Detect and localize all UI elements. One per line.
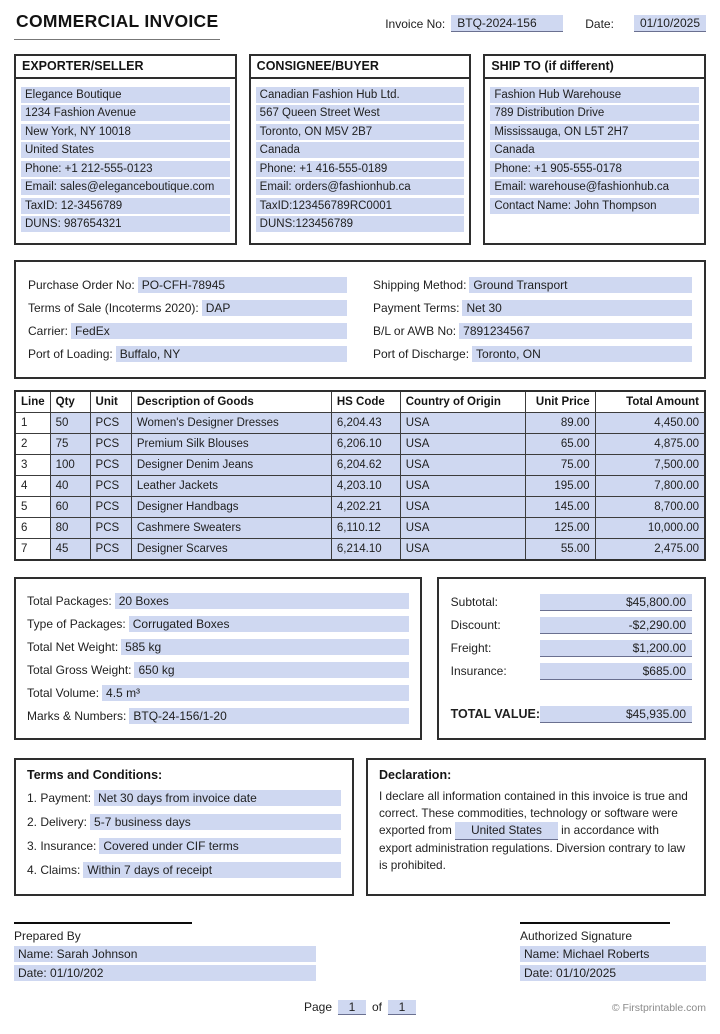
cell-hs-code-field[interactable]: 4,202.21 bbox=[331, 496, 400, 517]
shipping-detail-row bbox=[373, 323, 692, 339]
consignee-line-field[interactable]: Canada bbox=[256, 142, 465, 158]
grand-total-label: TOTAL VALUE: bbox=[450, 707, 540, 721]
page-number bbox=[304, 1000, 416, 1015]
cell-qty-field[interactable]: 40 bbox=[50, 475, 90, 496]
totals-value-field[interactable]: $685.00 bbox=[540, 663, 692, 680]
package-field[interactable]: 4.5 m³ bbox=[102, 685, 409, 701]
shipping-details-left bbox=[28, 270, 347, 369]
package-row bbox=[27, 685, 409, 701]
consignee-lines bbox=[251, 79, 470, 243]
cell-line: 4 bbox=[15, 475, 50, 496]
packages-box bbox=[14, 577, 422, 740]
page-title: COMMERCIAL INVOICE bbox=[14, 9, 220, 40]
totals-label: Insurance: bbox=[450, 664, 507, 678]
ship-to-line-field[interactable]: 789 Distribution Drive bbox=[490, 105, 699, 121]
shipping-detail-row bbox=[373, 300, 692, 316]
col-header-qty: Qty bbox=[50, 391, 90, 413]
totals-label: Subtotal: bbox=[450, 595, 499, 609]
ship-to-lines bbox=[485, 79, 704, 224]
ship-to-box bbox=[483, 54, 706, 245]
cell-hs-code-field[interactable]: 4,203.10 bbox=[331, 475, 400, 496]
table-row bbox=[15, 454, 705, 475]
package-label: Marks & Numbers: bbox=[27, 708, 127, 723]
consignee-line-field[interactable]: 567 Queen Street West bbox=[256, 105, 465, 121]
exporter-line-field[interactable]: Email: sales@eleganceboutique.com bbox=[21, 179, 230, 195]
authorized-name-field[interactable]: Name: Michael Roberts bbox=[520, 946, 706, 962]
cell-country-field[interactable]: USA bbox=[400, 496, 525, 517]
cell-unit-field[interactable]: PCS bbox=[90, 454, 131, 475]
consignee-line-field[interactable]: TaxID:123456789RC0001 bbox=[256, 198, 465, 214]
exporter-lines bbox=[16, 79, 235, 243]
header bbox=[14, 9, 706, 40]
totals-value-field[interactable]: -$2,290.00 bbox=[540, 617, 692, 634]
declaration-heading: Declaration: bbox=[379, 767, 452, 782]
totals-value-field[interactable]: $1,200.00 bbox=[540, 640, 692, 657]
totals-label: Freight: bbox=[450, 641, 492, 655]
col-header-unit-price: Unit Price bbox=[525, 391, 595, 413]
invoice-no-field[interactable]: BTQ-2024-156 bbox=[451, 15, 563, 32]
package-row bbox=[27, 662, 409, 678]
col-header-hs-code: HS Code bbox=[331, 391, 400, 413]
cell-unit-field[interactable]: PCS bbox=[90, 496, 131, 517]
terms-label: 1. Payment: bbox=[27, 790, 92, 805]
cell-hs-code-field[interactable]: 6,110.12 bbox=[331, 517, 400, 538]
cell-country-field[interactable]: USA bbox=[400, 412, 525, 433]
package-label: Total Packages: bbox=[27, 593, 112, 608]
shipping-details-right bbox=[373, 270, 692, 369]
exporter-line-field[interactable]: TaxID: 12-3456789 bbox=[21, 198, 230, 214]
exporter-line-field[interactable]: United States bbox=[21, 142, 230, 158]
cell-hs-code-field[interactable]: 6,204.43 bbox=[331, 412, 400, 433]
package-row bbox=[27, 616, 409, 632]
cell-total-field[interactable]: 8,700.00 bbox=[595, 496, 705, 517]
shipping-detail-label: Terms of Sale (Incoterms 2020): bbox=[28, 300, 199, 315]
exporter-line-field[interactable]: 1234 Fashion Avenue bbox=[21, 105, 230, 121]
shipping-detail-row bbox=[28, 300, 347, 316]
consignee-box bbox=[249, 54, 472, 245]
footer bbox=[14, 1000, 706, 1024]
cell-line: 5 bbox=[15, 496, 50, 517]
col-header-description: Description of Goods bbox=[131, 391, 331, 413]
declaration-text-before: I declare all information contained in this invoice is true and correct. These commodities, technology or software were exported from bbox=[379, 788, 688, 837]
ship-to-line-field[interactable]: Fashion Hub Warehouse bbox=[490, 87, 699, 103]
ship-to-line-field[interactable]: Canada bbox=[490, 142, 699, 158]
exporter-line-field[interactable]: DUNS: 987654321 bbox=[21, 216, 230, 232]
table-row bbox=[15, 517, 705, 538]
cell-qty-field[interactable]: 50 bbox=[50, 412, 90, 433]
shipping-detail-label: B/L or AWB No: bbox=[373, 323, 457, 338]
shipping-detail-field[interactable]: Ground Transport bbox=[469, 277, 692, 293]
cell-description-field[interactable]: Designer Handbags bbox=[131, 496, 331, 517]
ship-to-line-field[interactable]: Contact Name: John Thompson bbox=[490, 198, 699, 214]
cell-description-field[interactable]: Premium Silk Blouses bbox=[131, 433, 331, 454]
package-label: Type of Packages: bbox=[27, 616, 126, 631]
cell-description-field[interactable]: Women's Designer Dresses bbox=[131, 412, 331, 433]
terms-row bbox=[27, 838, 341, 854]
shipping-detail-label: Shipping Method: bbox=[373, 277, 467, 292]
prepared-by-title: Prepared By bbox=[14, 928, 81, 943]
cell-qty-field[interactable]: 100 bbox=[50, 454, 90, 475]
col-header-line: Line bbox=[15, 391, 50, 413]
shipping-detail-row bbox=[28, 277, 347, 293]
package-field[interactable]: Corrugated Boxes bbox=[129, 616, 409, 632]
shipping-detail-label: Payment Terms: bbox=[373, 300, 460, 315]
totals-row bbox=[451, 663, 692, 680]
exporter-box bbox=[14, 54, 237, 245]
table-row bbox=[15, 475, 705, 496]
ship-to-line-field[interactable]: Phone: +1 905-555-0178 bbox=[490, 161, 699, 177]
cell-total-field[interactable]: 4,875.00 bbox=[595, 433, 705, 454]
exporter-line-field[interactable]: Phone: +1 212-555-0123 bbox=[21, 161, 230, 177]
summary-row bbox=[14, 577, 706, 740]
ship-to-line-field[interactable]: Email: warehouse@fashionhub.ca bbox=[490, 179, 699, 195]
invoice-meta bbox=[385, 15, 706, 40]
cell-unit-price-field[interactable]: 195.00 bbox=[525, 475, 595, 496]
shipping-detail-field[interactable]: Buffalo, NY bbox=[116, 346, 347, 362]
cell-unit-price-field[interactable]: 145.00 bbox=[525, 496, 595, 517]
export-country-field[interactable]: United States bbox=[455, 822, 558, 840]
cell-unit-price-field[interactable]: 125.00 bbox=[525, 517, 595, 538]
package-row bbox=[27, 708, 409, 724]
items-table-head bbox=[15, 391, 705, 413]
cell-unit-field[interactable]: PCS bbox=[90, 517, 131, 538]
terms-label: 4. Claims: bbox=[27, 862, 81, 877]
cell-description-field[interactable]: Cashmere Sweaters bbox=[131, 517, 331, 538]
consignee-heading: CONSIGNEE/BUYER bbox=[251, 56, 470, 79]
terms-field[interactable]: Within 7 days of receipt bbox=[83, 862, 341, 878]
grand-total-value-field[interactable]: $45,935.00 bbox=[540, 706, 692, 723]
table-row bbox=[15, 433, 705, 454]
declaration-text bbox=[379, 788, 693, 874]
exporter-heading: EXPORTER/SELLER bbox=[16, 56, 235, 79]
items-table bbox=[14, 390, 706, 561]
cell-line: 6 bbox=[15, 517, 50, 538]
authorized-date-field[interactable]: Date: 01/10/2025 bbox=[520, 965, 706, 981]
exporter-line-field[interactable]: Elegance Boutique bbox=[21, 87, 230, 103]
prepared-by-name-field[interactable]: Name: Sarah Johnson bbox=[14, 946, 316, 962]
package-label: Total Volume: bbox=[27, 685, 100, 700]
terms-row bbox=[27, 862, 341, 878]
cell-total-field[interactable]: 4,450.00 bbox=[595, 412, 705, 433]
cell-hs-code-field[interactable]: 6,214.10 bbox=[331, 538, 400, 560]
cell-description-field[interactable]: Designer Denim Jeans bbox=[131, 454, 331, 475]
date-label: Date: bbox=[585, 16, 614, 31]
cell-unit-field[interactable]: PCS bbox=[90, 538, 131, 560]
authorized-signature-line[interactable] bbox=[520, 922, 670, 924]
prepared-by-date-field[interactable]: Date: 01/10/202 bbox=[14, 965, 316, 981]
package-row bbox=[27, 593, 409, 609]
party-boxes bbox=[14, 54, 706, 245]
table-row bbox=[15, 538, 705, 560]
consignee-line-field[interactable]: Email: orders@fashionhub.ca bbox=[256, 179, 465, 195]
items-table-body bbox=[15, 412, 705, 560]
cell-total-field[interactable]: 2,475.00 bbox=[595, 538, 705, 560]
cell-description-field[interactable]: Designer Scarves bbox=[131, 538, 331, 560]
terms-field[interactable]: Net 30 days from invoice date bbox=[94, 790, 341, 806]
cell-qty-field[interactable]: 60 bbox=[50, 496, 90, 517]
cell-qty-field[interactable]: 80 bbox=[50, 517, 90, 538]
totals-value-field[interactable]: $45,800.00 bbox=[540, 594, 692, 611]
cell-total-field[interactable]: 7,800.00 bbox=[595, 475, 705, 496]
terms-box bbox=[14, 758, 354, 896]
consignee-line-field[interactable]: Toronto, ON M5V 2B7 bbox=[256, 124, 465, 140]
package-label: Total Net Weight: bbox=[27, 639, 119, 654]
copyright: © Firstprintable.com bbox=[611, 1001, 706, 1014]
totals-row bbox=[451, 617, 692, 634]
cell-unit-field[interactable]: PCS bbox=[90, 412, 131, 433]
table-row bbox=[15, 496, 705, 517]
shipping-detail-row bbox=[28, 346, 347, 362]
cell-line: 1 bbox=[15, 412, 50, 433]
consignee-line-field[interactable]: Canadian Fashion Hub Ltd. bbox=[256, 87, 465, 103]
totals-row bbox=[451, 640, 692, 657]
package-row bbox=[27, 639, 409, 655]
package-label: Total Gross Weight: bbox=[27, 662, 132, 677]
cell-line: 3 bbox=[15, 454, 50, 475]
cell-country-field[interactable]: USA bbox=[400, 433, 525, 454]
package-field[interactable]: 650 kg bbox=[134, 662, 408, 678]
cell-unit-price-field[interactable]: 75.00 bbox=[525, 454, 595, 475]
cell-qty-field[interactable]: 75 bbox=[50, 433, 90, 454]
invoice-no-label: Invoice No: bbox=[385, 16, 446, 31]
terms-items bbox=[27, 790, 341, 878]
ship-to-line-field[interactable]: Mississauga, ON L5T 2H7 bbox=[490, 124, 699, 140]
date-field[interactable]: 01/10/2025 bbox=[634, 15, 706, 32]
cell-unit-price-field[interactable]: 55.00 bbox=[525, 538, 595, 560]
cell-total-field[interactable]: 7,500.00 bbox=[595, 454, 705, 475]
consignee-line-field[interactable]: DUNS:123456789 bbox=[256, 216, 465, 232]
shipping-detail-label: Carrier: bbox=[28, 323, 69, 338]
cell-unit-field[interactable]: PCS bbox=[90, 475, 131, 496]
shipping-detail-field[interactable]: PO-CFH-78945 bbox=[138, 277, 347, 293]
shipping-detail-label: Port of Loading: bbox=[28, 346, 113, 361]
shipping-detail-field[interactable]: 7891234567 bbox=[459, 323, 692, 339]
cell-country-field[interactable]: USA bbox=[400, 538, 525, 560]
terms-label: 2. Delivery: bbox=[27, 814, 88, 829]
page-current-field[interactable]: 1 bbox=[338, 1000, 366, 1015]
cell-total-field[interactable]: 10,000.00 bbox=[595, 517, 705, 538]
cell-country-field[interactable]: USA bbox=[400, 454, 525, 475]
table-header-row bbox=[15, 391, 705, 413]
cell-line: 2 bbox=[15, 433, 50, 454]
cell-unit-price-field[interactable]: 89.00 bbox=[525, 412, 595, 433]
shipping-detail-field[interactable]: FedEx bbox=[71, 323, 347, 339]
cell-qty-field[interactable]: 45 bbox=[50, 538, 90, 560]
table-row bbox=[15, 412, 705, 433]
terms-heading: Terms and Conditions: bbox=[27, 767, 163, 782]
col-header-total: Total Amount bbox=[595, 391, 705, 413]
col-header-unit: Unit bbox=[90, 391, 131, 413]
cell-country-field[interactable]: USA bbox=[400, 517, 525, 538]
terms-field[interactable]: Covered under CIF terms bbox=[99, 838, 341, 854]
consignee-line-field[interactable]: Phone: +1 416-555-0189 bbox=[256, 161, 465, 177]
cell-unit-price-field[interactable]: 65.00 bbox=[525, 433, 595, 454]
totals-rows bbox=[451, 588, 692, 686]
terms-label: 3. Insurance: bbox=[27, 838, 97, 853]
shipping-details-box bbox=[14, 260, 706, 379]
shipping-detail-field[interactable]: Toronto, ON bbox=[472, 346, 692, 362]
shipping-detail-label: Purchase Order No: bbox=[28, 277, 135, 292]
terms-row bbox=[27, 790, 341, 806]
cell-line: 7 bbox=[15, 538, 50, 560]
prepared-by-signature-line[interactable] bbox=[14, 922, 192, 924]
shipping-detail-row bbox=[373, 346, 692, 362]
bottom-row bbox=[14, 758, 706, 896]
of-label: of bbox=[372, 1000, 383, 1014]
ship-to-heading: SHIP TO (if different) bbox=[485, 56, 704, 79]
cell-country-field[interactable]: USA bbox=[400, 475, 525, 496]
totals-row bbox=[451, 594, 692, 611]
package-field[interactable]: BTQ-24-156/1-20 bbox=[129, 708, 408, 724]
col-header-country: Country of Origin bbox=[400, 391, 525, 413]
page-total-field[interactable]: 1 bbox=[388, 1000, 416, 1015]
shipping-detail-field[interactable]: DAP bbox=[202, 300, 347, 316]
declaration-box bbox=[366, 758, 706, 896]
package-field[interactable]: 20 Boxes bbox=[115, 593, 409, 609]
declaration-text-after: in accordance with export administration regulations. Diversion contrary to law is prohibited. bbox=[379, 822, 686, 872]
cell-hs-code-field[interactable]: 6,206.10 bbox=[331, 433, 400, 454]
cell-description-field[interactable]: Leather Jackets bbox=[131, 475, 331, 496]
shipping-detail-label: Port of Discharge: bbox=[373, 346, 470, 361]
cell-unit-field[interactable]: PCS bbox=[90, 433, 131, 454]
totals-box bbox=[437, 577, 706, 740]
package-field[interactable]: 585 kg bbox=[121, 639, 408, 655]
shipping-detail-row bbox=[28, 323, 347, 339]
shipping-detail-row bbox=[373, 277, 692, 293]
exporter-line-field[interactable]: New York, NY 10018 bbox=[21, 124, 230, 140]
totals-label: Discount: bbox=[450, 618, 501, 632]
terms-field[interactable]: 5-7 business days bbox=[90, 814, 341, 830]
authorized-signature-title: Authorized Signature bbox=[520, 928, 633, 943]
terms-row bbox=[27, 814, 341, 830]
cell-hs-code-field[interactable]: 6,204.62 bbox=[331, 454, 400, 475]
shipping-detail-field[interactable]: Net 30 bbox=[462, 300, 692, 316]
grand-total-row bbox=[451, 706, 692, 723]
page-label: Page bbox=[303, 1000, 333, 1014]
